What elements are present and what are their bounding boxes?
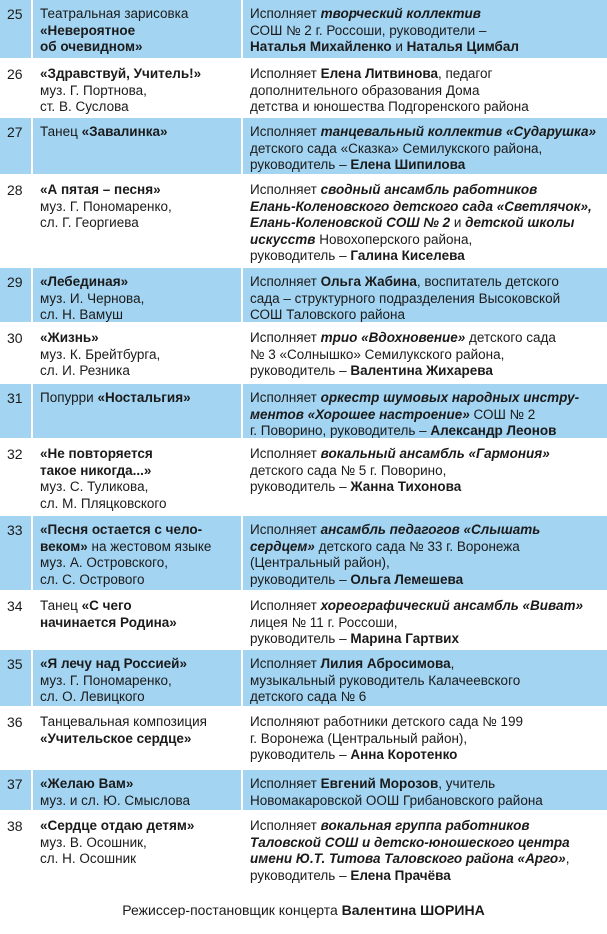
performer-line: Исполняет Елена Литвинова, педагог (250, 66, 493, 81)
title-line: муз. К. Брейтбурга, (40, 346, 161, 362)
item-performer (243, 770, 607, 810)
title-line: муз. Г. Пономаренко, (40, 198, 172, 214)
item-number: 30 (0, 324, 31, 382)
item-performer (243, 60, 607, 116)
programme-row (0, 650, 607, 706)
programme-row (0, 324, 607, 382)
programme-row (0, 118, 607, 174)
programme-row (0, 592, 607, 648)
programme-row (0, 60, 607, 116)
title-line: «Не повторяется (40, 446, 153, 461)
title-line: сл. Н. Осошник (40, 851, 137, 866)
item-title (33, 324, 241, 382)
item-performer (243, 812, 607, 884)
title-line: муз. А. Островского, (40, 555, 169, 570)
title-line: «Жизнь» (40, 330, 99, 345)
title-line: «Здравствуй, Учитель!» (40, 66, 202, 81)
performer-line: СОШ Таловского района (250, 307, 406, 322)
item-number: 35 (0, 650, 31, 706)
performer-line: СОШ № 2 г. Россоши, руководители – (250, 22, 487, 38)
performer-line: Исполняет хореографический ансамбль «Виват» (250, 598, 584, 613)
performer-line: детства и юношества Подгоренского района (250, 99, 529, 114)
item-number: 36 (0, 708, 31, 768)
performer-line: Исполняет оркестр шумовых народных инстру- (250, 390, 580, 405)
performer-line: сердцем» детского сада № 33 г. Воронежа (250, 538, 520, 554)
performer-line: Исполняет Евгений Морозов, учитель (250, 776, 496, 791)
item-performer (243, 176, 607, 266)
item-performer (243, 708, 607, 768)
item-title (33, 60, 241, 116)
performer-line: Исполняет сводный ансамбль работников (250, 182, 538, 197)
performer-line: г. Поворино, руководитель – Александр Леонов (250, 423, 557, 438)
programme-row (0, 440, 607, 514)
item-number: 28 (0, 176, 31, 266)
title-line: сл. Н. Вамуш (40, 307, 123, 322)
item-title (33, 650, 241, 706)
title-line: муз. Г. Пономаренко, (40, 672, 172, 688)
item-performer (243, 118, 607, 174)
title-line: муз. И. Чернова, (40, 290, 145, 306)
item-number: 29 (0, 268, 31, 322)
item-number: 32 (0, 440, 31, 514)
title-line: «Желаю Вам» (40, 776, 134, 791)
performer-line: детского сада № 6 (250, 689, 367, 704)
programme-row (0, 812, 607, 884)
performer-line: имени Ю.Т. Титова Таловского района «Арго», (250, 851, 570, 866)
title-line: «А пятая – песня» (40, 182, 161, 197)
item-performer (243, 384, 607, 438)
title-line: Танец «Завалинка» (40, 124, 168, 139)
item-title (33, 812, 241, 884)
programme-row (0, 0, 607, 58)
title-line: сл. С. Острового (40, 571, 145, 587)
programme-row (0, 516, 607, 590)
item-title (33, 0, 241, 58)
performer-line: руководитель – Елена Прачёва (250, 867, 451, 883)
performer-line: Елань-Коленовской СОШ № 2 и детской школы (250, 215, 575, 230)
title-line: Попурри «Ностальгия» (40, 390, 191, 405)
performer-line: руководитель – Жанна Тихонова (250, 479, 462, 494)
item-number: 34 (0, 592, 31, 648)
item-title (33, 592, 241, 648)
performer-line: руководитель – Валентина Жихарева (250, 363, 493, 378)
item-number: 33 (0, 516, 31, 590)
item-number: 31 (0, 384, 31, 438)
performer-line: сада – структурного подразделения Высоковской (250, 290, 561, 306)
title-line: муз. и сл. Ю. Смыслова (40, 792, 190, 808)
performer-line: Исполняет Ольга Жабина, воспитатель детского (250, 274, 559, 289)
item-performer (243, 0, 607, 58)
item-title (33, 176, 241, 266)
performer-line: Елань-Коленовского детского сада «Светлячок», (250, 198, 592, 214)
title-line: «Сердце отдаю детям» (40, 818, 195, 833)
performer-line: Исполняет ансамбль педагогов «Слышать (250, 522, 541, 537)
item-number: 25 (0, 0, 31, 58)
title-line: Танец «С чего (40, 598, 132, 613)
programme-row (0, 268, 607, 322)
item-title (33, 384, 241, 438)
performer-line: руководитель – Галина Киселева (250, 248, 465, 263)
title-line: веком» на жестовом языке (40, 538, 212, 554)
performer-line: Исполняет танцевальный коллектив «Сударушка» (250, 124, 597, 139)
performer-line: Таловской СОШ и детско-юношеского центра (250, 834, 570, 850)
performer-line: г. Воронежа (Центральный район), (250, 730, 468, 746)
title-line: «Учительское сердце» (40, 730, 192, 746)
programme-row (0, 770, 607, 810)
performer-line: музыкальный руководитель Калачеевского (250, 672, 521, 688)
item-title (33, 708, 241, 768)
programme-row (0, 708, 607, 768)
performer-line: искусств Новохоперского района, (250, 231, 473, 247)
performer-line: руководитель – Ольга Лемешева (250, 571, 464, 587)
item-number: 37 (0, 770, 31, 810)
item-title (33, 516, 241, 590)
item-performer (243, 592, 607, 648)
item-title (33, 118, 241, 174)
performer-line: детского сада № 5 г. Поворино, (250, 462, 447, 478)
item-performer (243, 324, 607, 382)
title-line: «Невероятное (40, 22, 136, 38)
title-line: об очевидном» (40, 39, 143, 54)
item-title (33, 440, 241, 514)
performer-line: дополнительного образования Дома (250, 82, 480, 98)
item-number: 27 (0, 118, 31, 174)
title-line: сл. И. Резника (40, 363, 130, 378)
item-number: 26 (0, 60, 31, 116)
title-line: сл. М. Пляцковского (40, 495, 167, 511)
performer-line: Исполняет вокальная группа работников (250, 818, 530, 833)
item-performer (243, 650, 607, 706)
title-line: муз. С. Туликова, (40, 479, 149, 494)
item-performer (243, 440, 607, 514)
performer-line: Исполняет творческий коллектив (250, 6, 481, 21)
item-title (33, 268, 241, 322)
programme-row (0, 384, 607, 438)
performer-line: Новомакаровской ООШ Грибановского района (250, 792, 543, 808)
title-line: «Я лечу над Россией» (40, 656, 187, 671)
performer-line: № 3 «Солнышко» Семилукского района, (250, 346, 505, 362)
performer-line: Исполняют работники детского сада № 199 (250, 714, 524, 729)
title-line: «Песня остается с чело- (40, 522, 203, 537)
item-performer (243, 268, 607, 322)
performer-line: Исполняет Лилия Абросимова, (250, 656, 455, 671)
title-line: Танцевальная композиция (40, 714, 207, 729)
programme-row (0, 176, 607, 266)
performer-line: (Центральный район), (250, 555, 390, 570)
performer-line: руководитель – Елена Шипилова (250, 157, 466, 172)
performer-line: лицея № 11 г. Россоши, (250, 614, 398, 630)
director-label: Режиссер-постановщик концерта (122, 902, 338, 918)
title-line: Театральная зарисовка (40, 6, 189, 21)
performer-line: руководитель – Марина Гартвих (250, 631, 459, 646)
title-line: сл. О. Левицкого (40, 689, 145, 704)
performer-line: Исполняет трио «Вдохновение» детского сада (250, 330, 556, 345)
title-line: ст. В. Суслова (40, 99, 129, 114)
performer-line: ментов «Хорошее настроение» СОШ № 2 (250, 406, 536, 422)
title-line: муз. Г. Портнова, (40, 82, 147, 98)
item-performer (243, 516, 607, 590)
item-title (33, 770, 241, 810)
performer-line: руководитель – Анна Коротенко (250, 747, 458, 762)
performer-line: Наталья Михайленко и Наталья Цимбал (250, 39, 519, 54)
item-number: 38 (0, 812, 31, 884)
title-line: муз. В. Осошник, (40, 834, 147, 850)
performer-line: детского сада «Сказка» Семилукского района, (250, 140, 543, 156)
performer-line: Исполняет вокальный ансамбль «Гармония» (250, 446, 550, 461)
director-credit (0, 900, 607, 920)
title-line: такое никогда...» (40, 462, 152, 478)
title-line: сл. Г. Георгиева (40, 215, 139, 230)
title-line: «Лебединая» (40, 274, 129, 289)
title-line: начинается Родина» (40, 614, 177, 630)
director-name: Валентина ШОРИНА (341, 902, 485, 918)
